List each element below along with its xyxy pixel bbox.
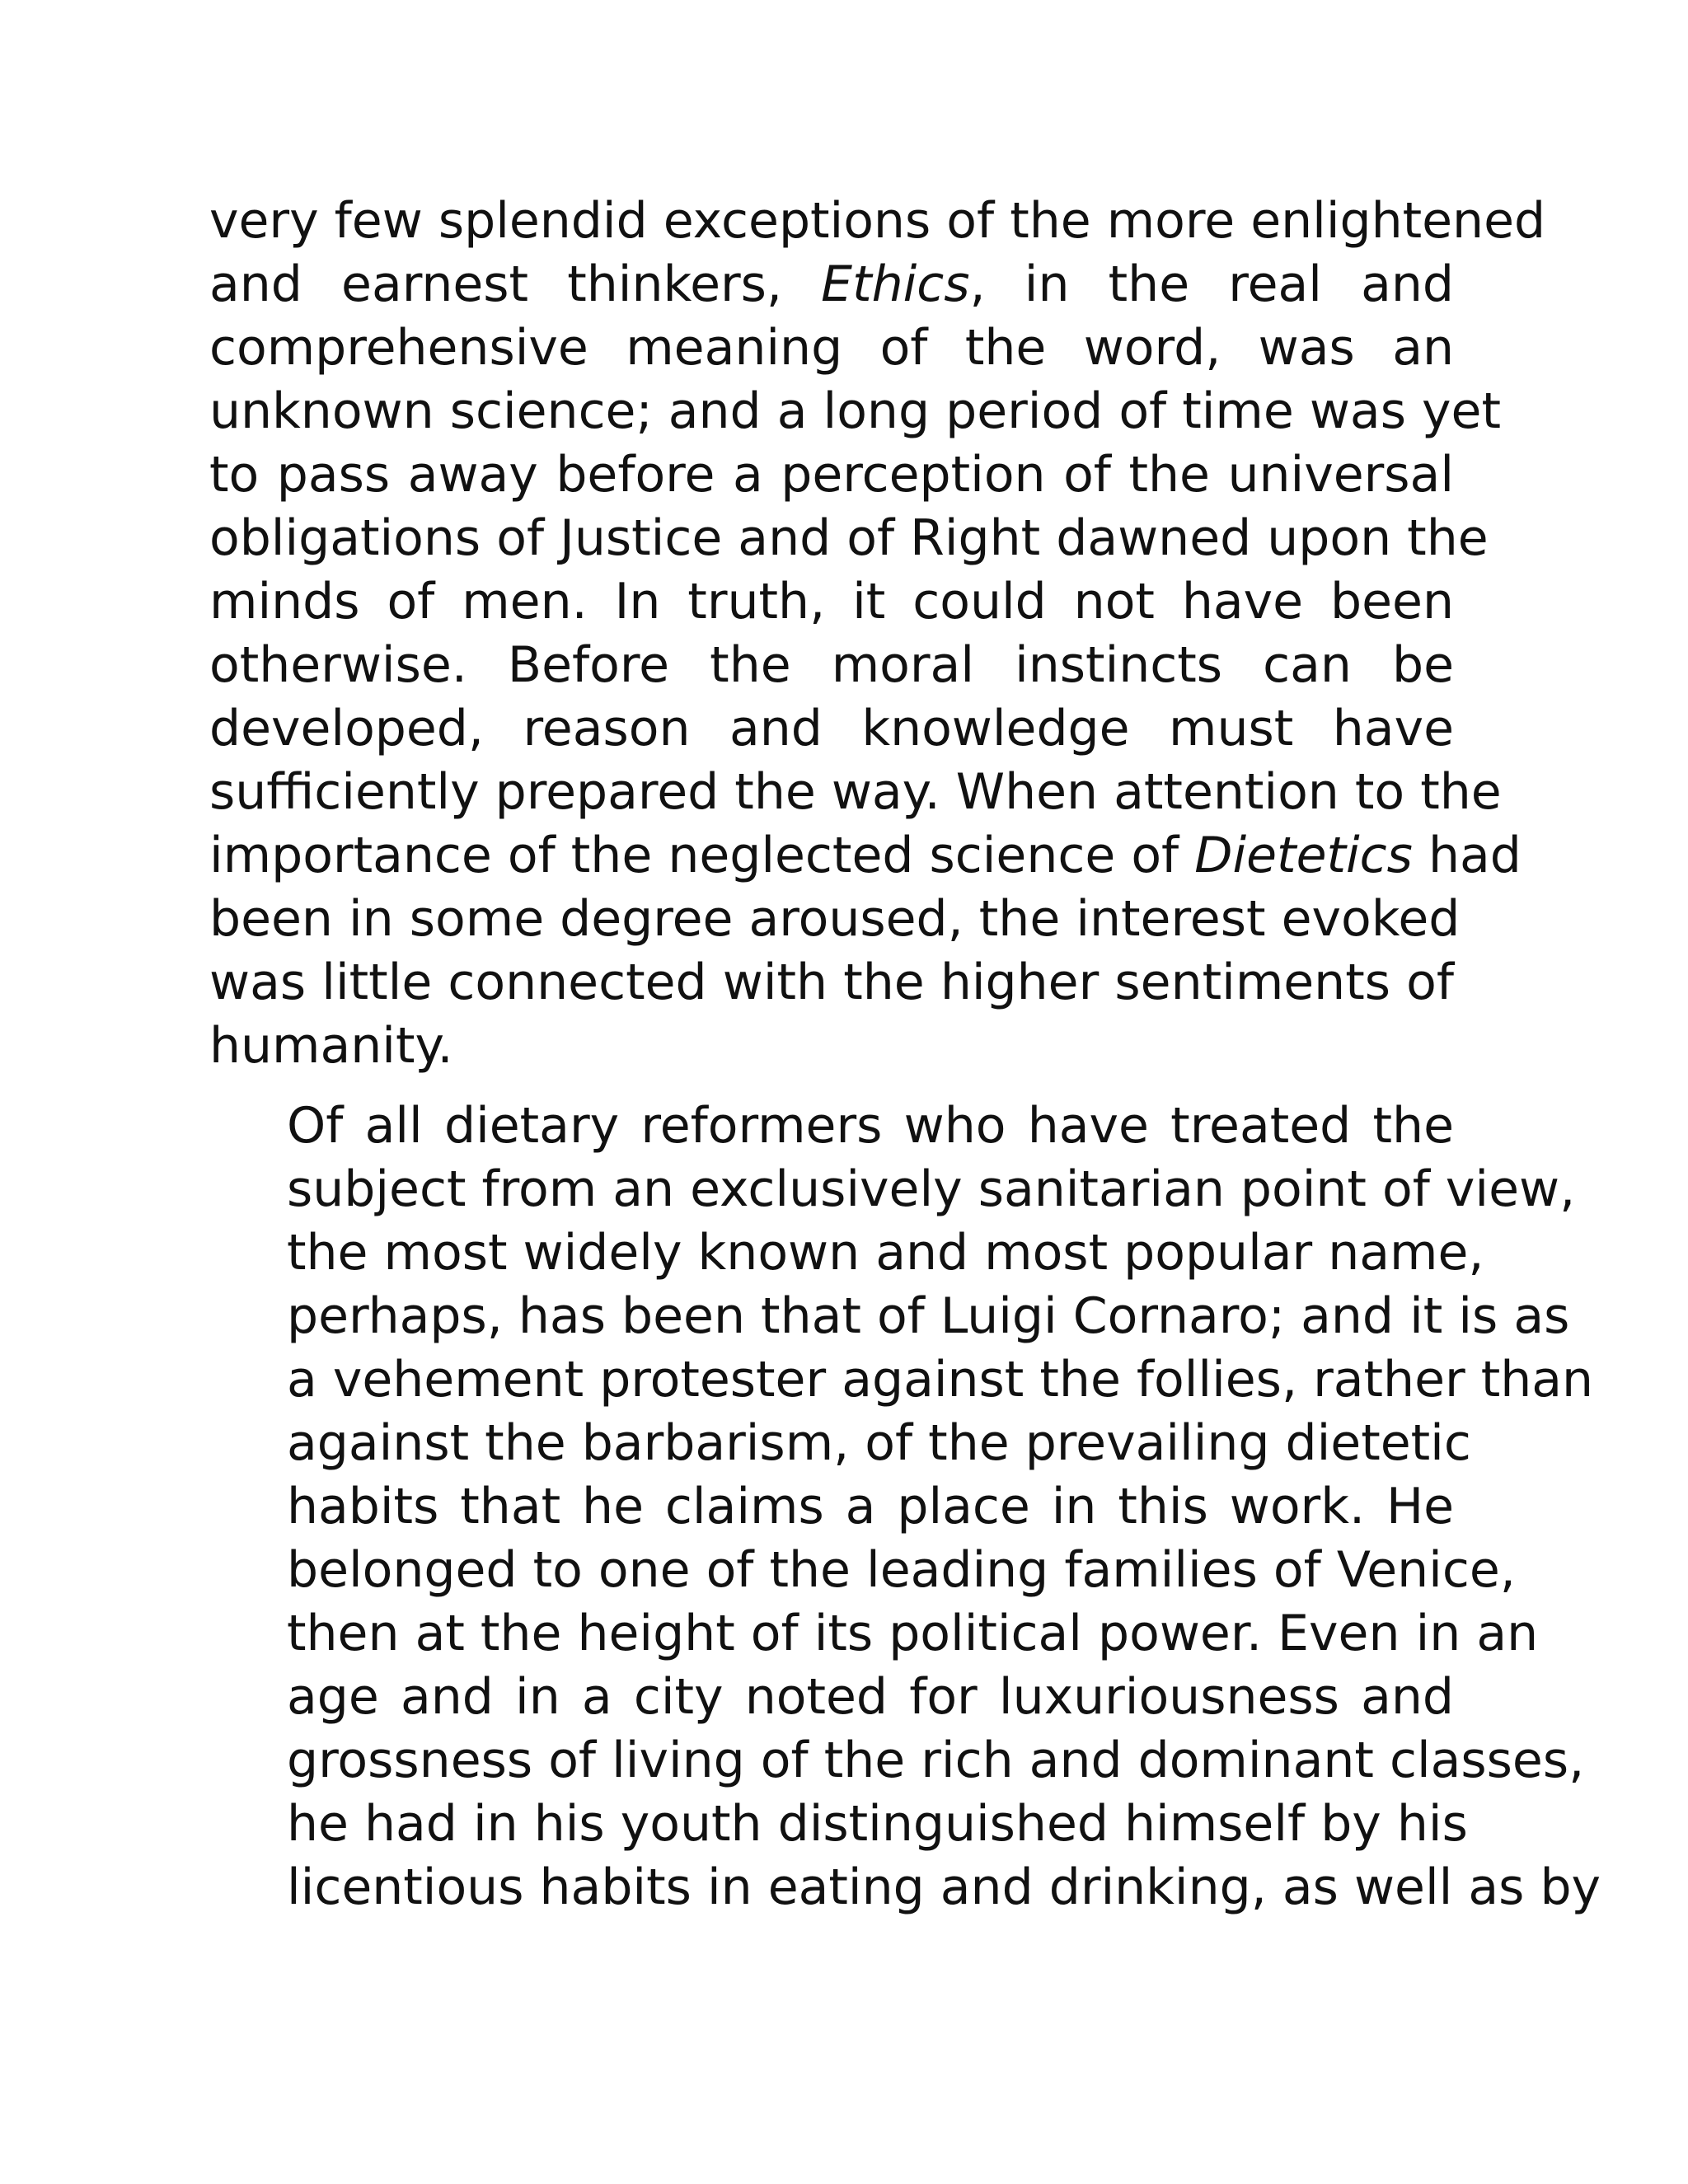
text-line bbox=[209, 761, 1502, 824]
text-run: habits that he claims a place in this work. He bbox=[287, 1478, 1454, 1535]
text-line bbox=[209, 1793, 1468, 1856]
text-line bbox=[209, 443, 1454, 507]
italic-term: Ethics bbox=[821, 255, 970, 313]
text-line bbox=[209, 1729, 1585, 1793]
text-line bbox=[209, 634, 1454, 697]
text-run: importance of the neglected science of bbox=[209, 827, 1195, 884]
text-run: was little connected with the higher sentiments of bbox=[209, 954, 1454, 1011]
text-run: he had in his youth distinguished himself by his bbox=[287, 1795, 1468, 1853]
text-run: minds of men. In truth, it could not have been bbox=[209, 573, 1454, 630]
text-line bbox=[209, 1285, 1570, 1348]
text-run: licentious habits in eating and drinking, as well as by bbox=[287, 1858, 1601, 1916]
paragraph-1 bbox=[209, 190, 1546, 1078]
text-run: obligations of Justice and of Right dawned upon the bbox=[209, 509, 1489, 567]
text-run: Of all dietary reformers who have treated the bbox=[287, 1097, 1454, 1155]
text-run: developed, reason and knowledge must have bbox=[209, 700, 1454, 757]
text-line bbox=[209, 1412, 1471, 1475]
text-line bbox=[209, 1094, 1454, 1158]
italic-term: Dietetics bbox=[1194, 827, 1413, 884]
text-run: humanity. bbox=[209, 1017, 453, 1075]
text-line bbox=[209, 570, 1454, 634]
text-run: comprehensive meaning of the word, was an bbox=[209, 319, 1454, 377]
text-run: sufficiently prepared the way. When attention to the bbox=[209, 763, 1502, 821]
text-line bbox=[209, 1348, 1594, 1412]
text-run: , in the real and bbox=[969, 255, 1455, 313]
text-run: the most widely known and most popular name, bbox=[287, 1224, 1484, 1282]
text-run: perhaps, has been that of Luigi Cornaro; and it is as bbox=[287, 1287, 1570, 1345]
text-run: subject from an exclusively sanitarian point of view, bbox=[287, 1160, 1576, 1218]
text-line bbox=[209, 316, 1454, 380]
text-run: otherwise. Before the moral instincts can be bbox=[209, 636, 1454, 694]
text-run: to pass away before a perception of the universal bbox=[209, 446, 1454, 504]
text-line bbox=[209, 1539, 1516, 1602]
text-line bbox=[209, 824, 1522, 888]
text-run: and earnest thinkers, bbox=[209, 255, 822, 313]
text-run: against the barbarism, of the prevailing dietetic bbox=[287, 1414, 1471, 1472]
text-line bbox=[209, 253, 1454, 316]
text-line bbox=[209, 507, 1489, 570]
paragraph-2 bbox=[209, 1094, 1601, 1919]
text-line bbox=[209, 1475, 1454, 1539]
text-run: unknown science; and a long period of time was yet bbox=[209, 382, 1501, 440]
text-run: very few splendid exceptions of the more enlightened bbox=[209, 192, 1546, 250]
text-line bbox=[209, 697, 1454, 761]
text-line bbox=[209, 888, 1461, 951]
text-line bbox=[209, 1666, 1454, 1729]
text-run: age and in a city noted for luxuriousness and bbox=[287, 1668, 1454, 1726]
text-run: grossness of living of the rich and dominant classes, bbox=[287, 1732, 1585, 1789]
text-line bbox=[209, 190, 1546, 253]
text-line bbox=[209, 1221, 1484, 1285]
text-line bbox=[209, 1602, 1539, 1666]
text-run: then at the height of its political power. Even in an bbox=[287, 1605, 1539, 1662]
text-run: had bbox=[1412, 827, 1522, 884]
text-line bbox=[209, 380, 1501, 443]
text-line bbox=[209, 1015, 1454, 1078]
text-line bbox=[209, 1158, 1576, 1221]
text-line bbox=[209, 1856, 1601, 1919]
document-page bbox=[209, 190, 1601, 1919]
text-run: been in some degree aroused, the interest evoked bbox=[209, 890, 1461, 948]
text-run: a vehement protester against the follies, rather than bbox=[287, 1351, 1594, 1408]
text-line bbox=[209, 951, 1454, 1015]
text-run: belonged to one of the leading families of Venice, bbox=[287, 1541, 1516, 1599]
